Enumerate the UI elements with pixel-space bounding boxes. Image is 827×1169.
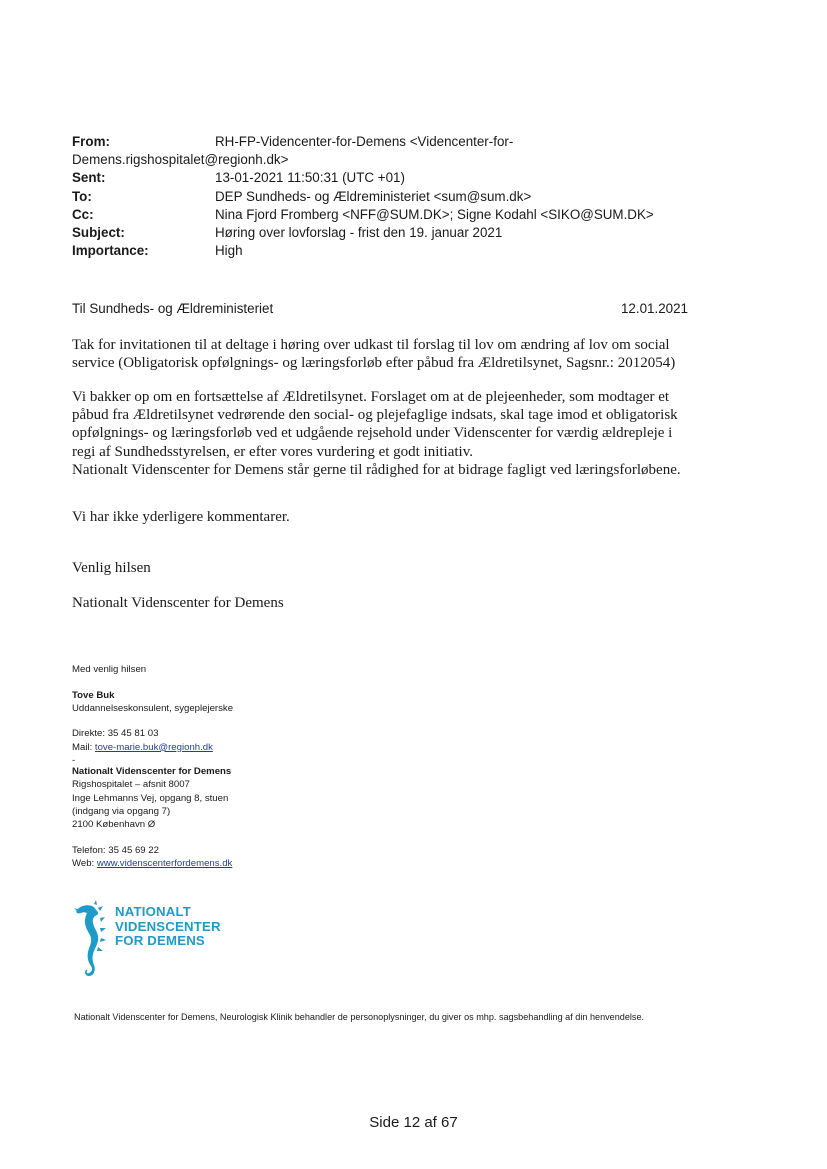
signature-mail-link[interactable]: tove-marie.buk@regionh.dk [94, 741, 213, 753]
logo-line-2: VIDENSCENTER [115, 918, 221, 934]
to-row [72, 188, 752, 206]
paragraph-line: service (Obligatorisk opfølgnings- og læringsforløb efter påbud fra Ældretilsynet, Sagsnr.: 2012054) [72, 355, 676, 372]
importance-value: High [215, 243, 243, 259]
sent-label: Sent: [72, 170, 106, 186]
signature-mail-row [72, 741, 233, 754]
to-value: DEP Sundheds- og Ældreministeriet <sum@sum.dk> [215, 188, 532, 204]
letter-closing [72, 559, 712, 577]
signature-dept: Rigshospitalet – afsnit 8007 [72, 779, 190, 791]
sender-org-line: Nationalt Videnscenter for Demens [72, 595, 284, 611]
subject-value: Høring over lovforslag - frist den 19. januar 2021 [215, 224, 503, 240]
paragraph-line: Vi bakker op om en fortsættelse af Ældretilsynet. Forslaget om at de plejeenheder, som modtager et [72, 389, 670, 405]
letter-paragraph-1 [72, 336, 712, 372]
from-value: RH-FP-Videncenter-for-Demens <Videncenter-for- [215, 134, 514, 149]
seahorse-icon [72, 900, 112, 976]
from-value-continued: Demens.rigshospitalet@regionh.dk> [72, 152, 289, 168]
organization-logo [72, 900, 232, 976]
letter-recipient: Til Sundheds- og Ældreministeriet [72, 301, 274, 316]
subject-row [72, 224, 752, 242]
letter-date: 12.01.2021 [620, 301, 688, 316]
signature-phone: Telefon: 35 45 69 22 [72, 844, 159, 856]
logo-wordmark [115, 905, 221, 949]
letter-paragraph-3 [72, 508, 712, 526]
signature-web-label: Web: [72, 858, 97, 870]
paragraph-line: Vi har ikke yderligere kommentarer. [72, 509, 290, 525]
from-row [72, 133, 752, 151]
to-label: To: [72, 188, 92, 204]
logo-line-3: FOR DEMENS [115, 933, 205, 949]
signature-address-1: Inge Lehmanns Vej, opgang 8, stuen [72, 792, 229, 804]
email-signature [72, 663, 233, 870]
from-continuation-row [72, 151, 752, 169]
sent-value: 13-01-2021 11:50:31 (UTC +01) [215, 170, 405, 186]
letter-paragraph-2 [72, 388, 712, 479]
cc-row [72, 206, 752, 224]
signature-web-row [72, 857, 233, 870]
paragraph-line: regi af Sundhedsstyrelsen, er efter vores vurdering et godt initiativ. [72, 443, 473, 460]
signature-greeting: Med venlig hilsen [72, 664, 147, 675]
signature-direct-phone: Direkte: 35 45 81 03 [72, 728, 159, 740]
from-label: From: [72, 134, 110, 149]
logo-line-1: NATIONALT [115, 904, 192, 919]
signature-name: Tove Buk [72, 689, 115, 701]
paragraph-line: påbud fra Ældretilsynet vedrørende den social- og plejefaglige indsats, skal tage imod et obligatorisk [72, 407, 678, 424]
signature-web-link[interactable]: www.videnscenterfordemens.dk [96, 858, 233, 870]
importance-label: Importance: [72, 243, 149, 259]
signature-title: Uddannelseskonsulent, sygeplejerske [72, 702, 234, 714]
cc-label: Cc: [72, 206, 94, 222]
paragraph-line: Nationalt Videnscenter for Demens står gerne til rådighed for at bidrage fagligt ved læringsforløbene. [72, 461, 681, 478]
privacy-footnote: Nationalt Videnscenter for Demens, Neurologisk Klinik behandler de personoplysninger, du giver os mhp. sagsbehandling af din henvendelse. [74, 1012, 645, 1022]
letter-recipient-row [72, 300, 688, 318]
signature-dash: - [72, 755, 76, 767]
page-number: Side 12 af 67 [369, 1114, 458, 1131]
signature-city: 2100 København Ø [72, 819, 156, 831]
email-header [72, 133, 752, 260]
importance-row [72, 242, 752, 260]
sent-row [72, 169, 752, 187]
signature-address-2: (indgang via opgang 7) [72, 805, 171, 817]
signature-org: Nationalt Videnscenter for Demens [72, 766, 232, 778]
signature-mail-label: Mail: [72, 741, 95, 753]
cc-value: Nina Fjord Fromberg <NFF@SUM.DK>; Signe Kodahl <SIKO@SUM.DK> [215, 206, 654, 222]
paragraph-line: opfølgnings- og læringsforløb ved et udgående rejsehold under Videnscenter for værdig ældrepleje i [72, 425, 673, 442]
paragraph-line: Tak for invitationen til at deltage i høring over udkast til forslag til lov om ændring af lov om social [72, 337, 670, 353]
letter-sender-org [72, 594, 712, 612]
subject-label: Subject: [72, 224, 125, 240]
closing-line: Venlig hilsen [72, 560, 151, 576]
